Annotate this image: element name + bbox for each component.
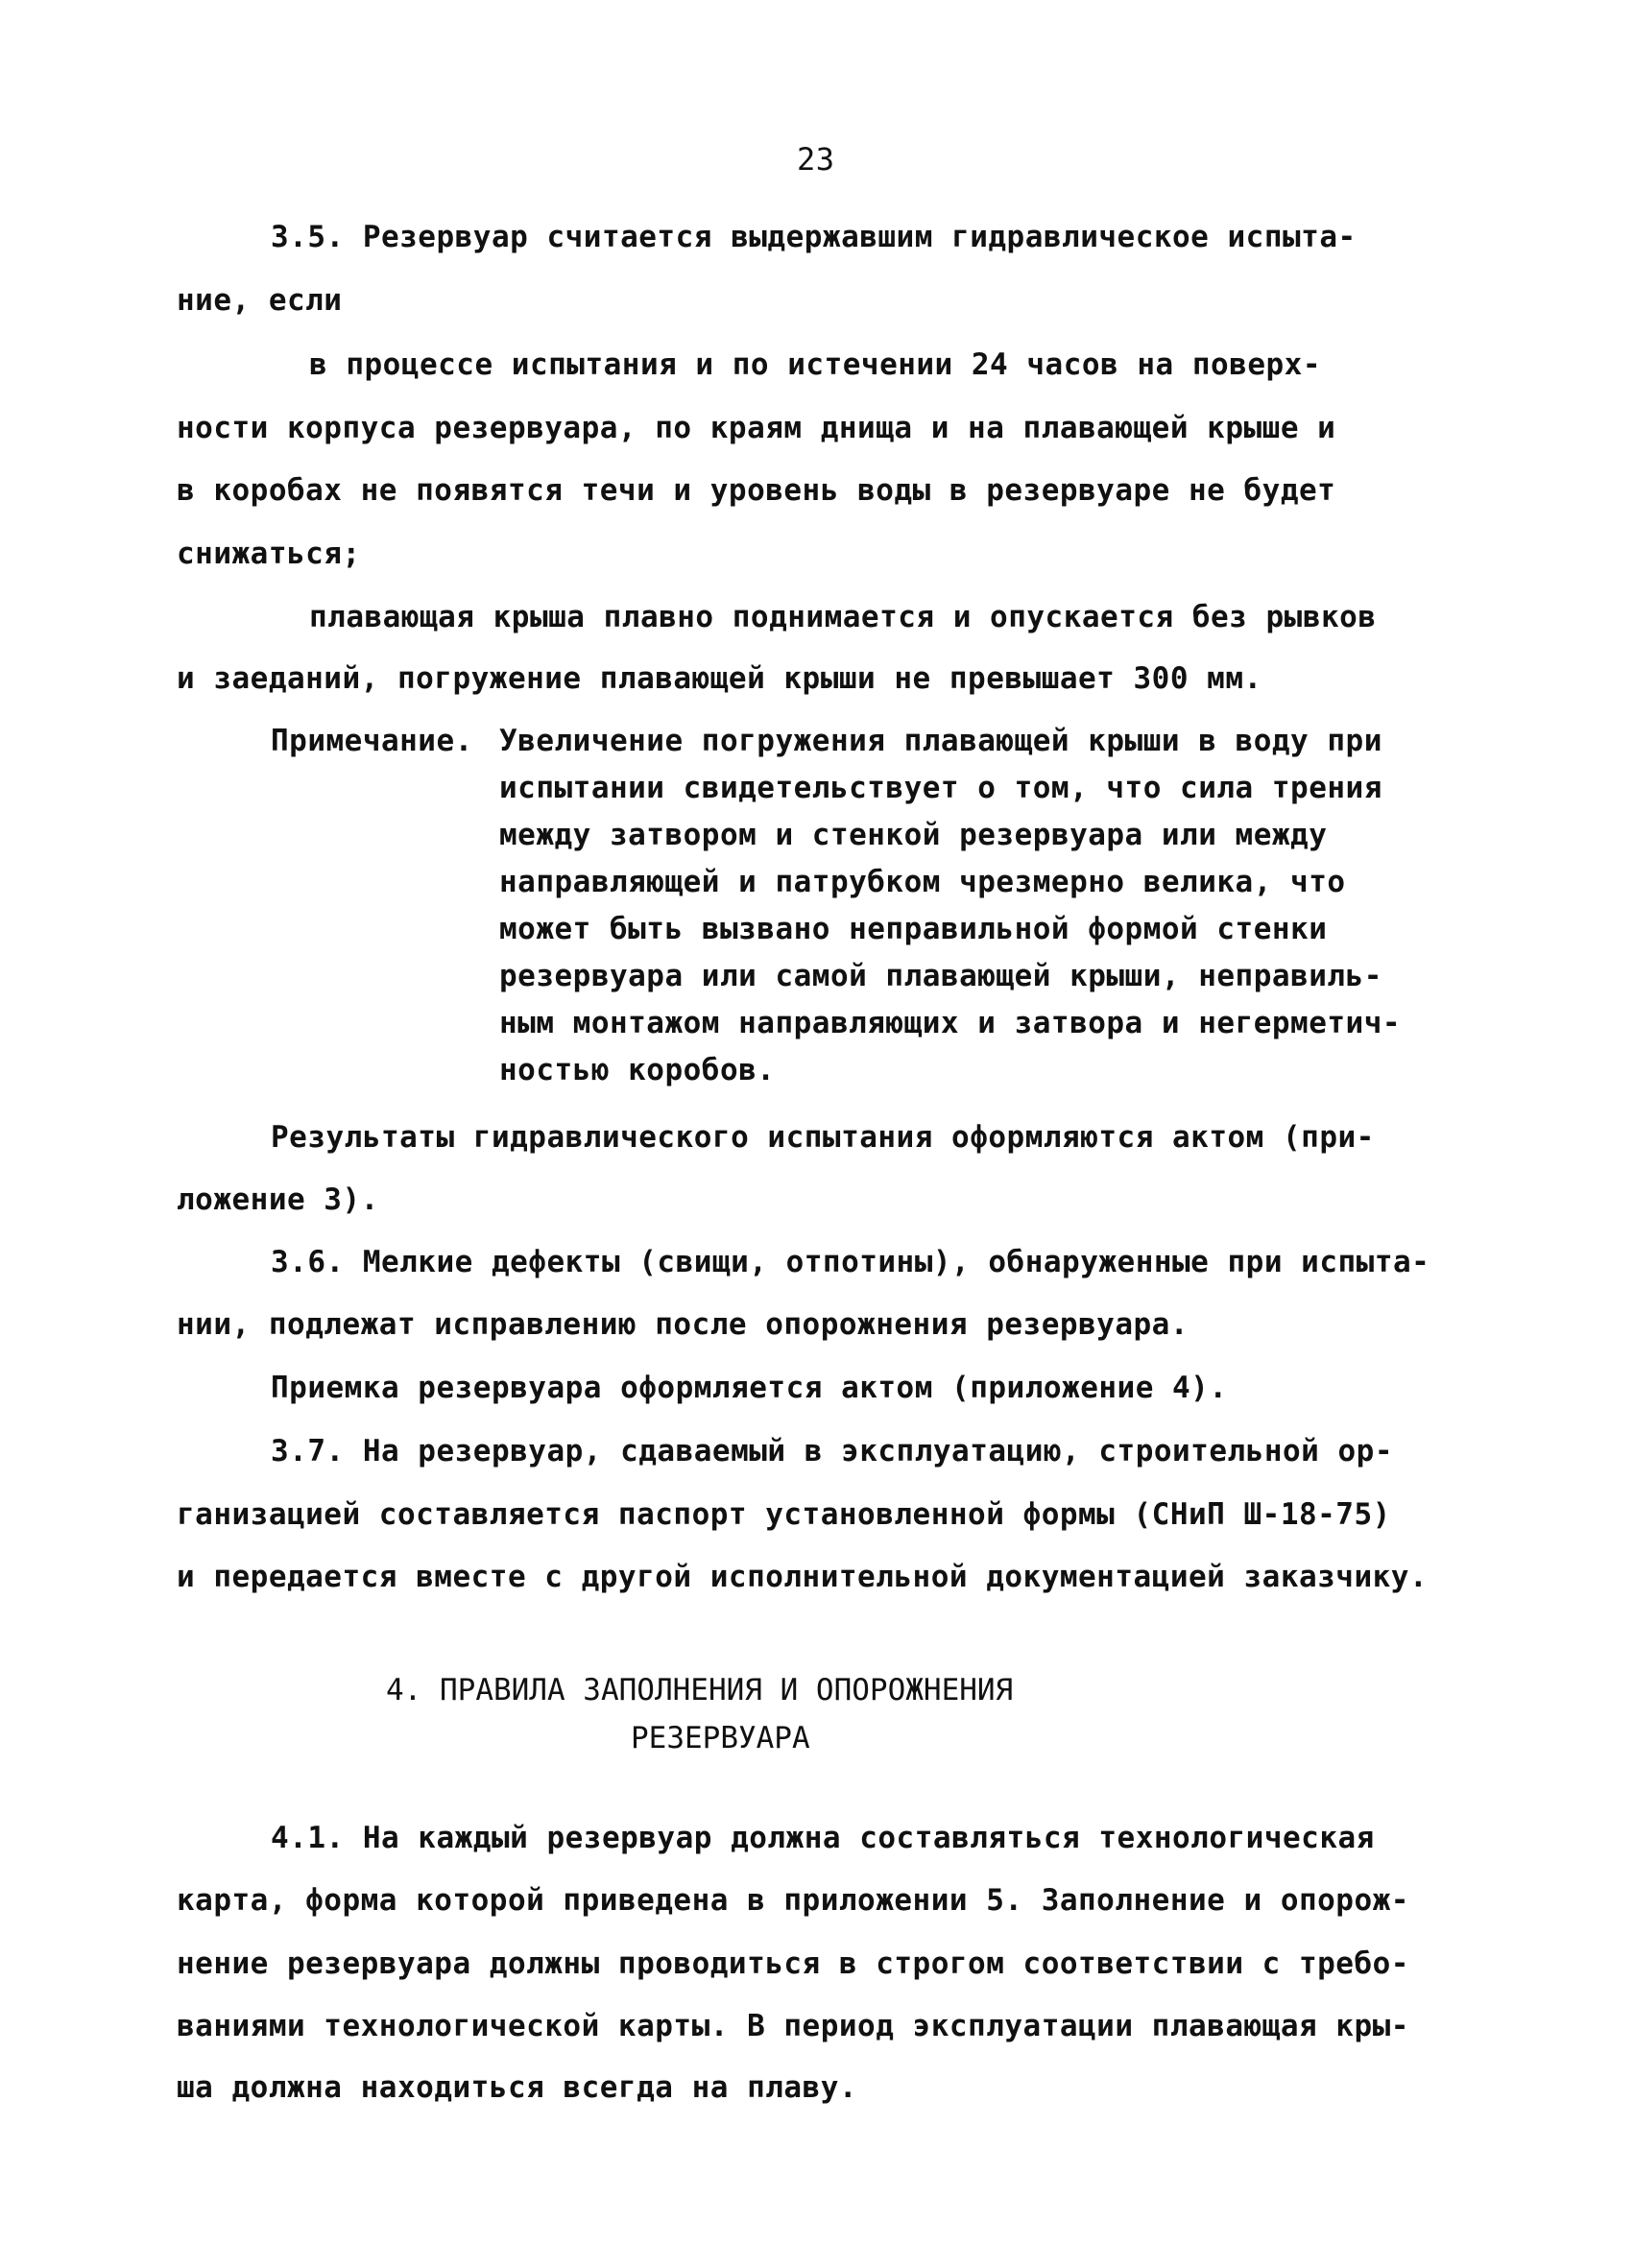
section-4-1-line-4: ваниями технологической карты. В период эксплуатации плавающая кры-: [177, 2009, 1409, 2043]
section-4-1-line-2: карта, форма которой приведена в приложении 5. Заполнение и опорож-: [177, 1883, 1409, 1918]
section-4-heading-line-2: РЕЗЕРВУАРА: [631, 1721, 810, 1755]
section-3-5-item-1-line-1: в процессе испытания и по истечении 24 часов на поверх-: [309, 347, 1321, 382]
section-3-6-line-1: 3.6. Мелкие дефекты (свищи, отпотины), обнаруженные при испыта-: [271, 1245, 1430, 1279]
note-line: ным монтажом направляющих и затвора и негерметич-: [499, 1006, 1402, 1040]
section-3-7-line-2: ганизацией составляется паспорт установленной формы (СНиП Ш-18-75): [177, 1497, 1391, 1532]
note-line: ностью коробов.: [499, 1053, 776, 1087]
section-3-6-line-3: Приемка резервуара оформляется актом (приложение 4).: [271, 1371, 1228, 1405]
section-4-heading-line-1: 4. ПРАВИЛА ЗАПОЛНЕНИЯ И ОПОРОЖНЕНИЯ: [386, 1673, 1014, 1707]
note-label: Примечание.: [271, 724, 473, 758]
note-line: испытании свидетельствует о том, что сила трения: [499, 771, 1382, 805]
section-3-5-item-2-line-2: и заеданий, погружение плавающей крыши не превышает 300 мм.: [177, 661, 1262, 696]
section-3-6-line-2: нии, подлежат исправлению после опорожнения резервуара.: [177, 1307, 1189, 1342]
section-3-7-line-3: и передается вместе с другой исполнительной документацией заказчику.: [177, 1560, 1429, 1594]
section-3-5-item-2-line-1: плавающая крыша плавно поднимается и опускается без рывков: [309, 600, 1377, 634]
section-4-1-line-3: нение резервуара должны проводиться в строгом соответствии с требо-: [177, 1946, 1409, 1981]
note-line: Увеличение погружения плавающей крыши в воду при: [499, 724, 1382, 758]
section-3-5-line-1: 3.5. Резервуар считается выдержавшим гидравлическое испыта-: [271, 220, 1357, 254]
page-number: 23: [797, 141, 835, 178]
section-4-1-line-1: 4.1. На каждый резервуар должна составляться технологическая: [271, 1821, 1375, 1855]
section-4-1-line-5: ша должна находиться всегда на плаву.: [177, 2070, 858, 2105]
section-3-5-line-2: ние, если: [177, 283, 343, 318]
section-3-5-item-1-line-4: снижаться;: [177, 537, 361, 571]
section-3-7-line-1: 3.7. На резервуар, сдаваемый в эксплуатацию, строительной ор-: [271, 1434, 1393, 1468]
note-line: направляющей и патрубком чрезмерно велика, что: [499, 865, 1346, 899]
results-line-1: Результаты гидравлического испытания оформляются актом (при-: [271, 1120, 1375, 1155]
results-line-2: ложение 3).: [177, 1182, 379, 1217]
section-3-5-item-1-line-2: ности корпуса резервуара, по краям днища и на плавающей крыше и: [177, 411, 1336, 445]
section-3-5-item-1-line-3: в коробах не появятся течи и уровень воды в резервуаре не будет: [177, 473, 1336, 508]
note-line: может быть вызвано неправильной формой стенки: [499, 912, 1328, 946]
note-line: резервуара или самой плавающей крыши, неправиль-: [499, 959, 1382, 993]
note-line: между затвором и стенкой резервуара или между: [499, 818, 1328, 852]
